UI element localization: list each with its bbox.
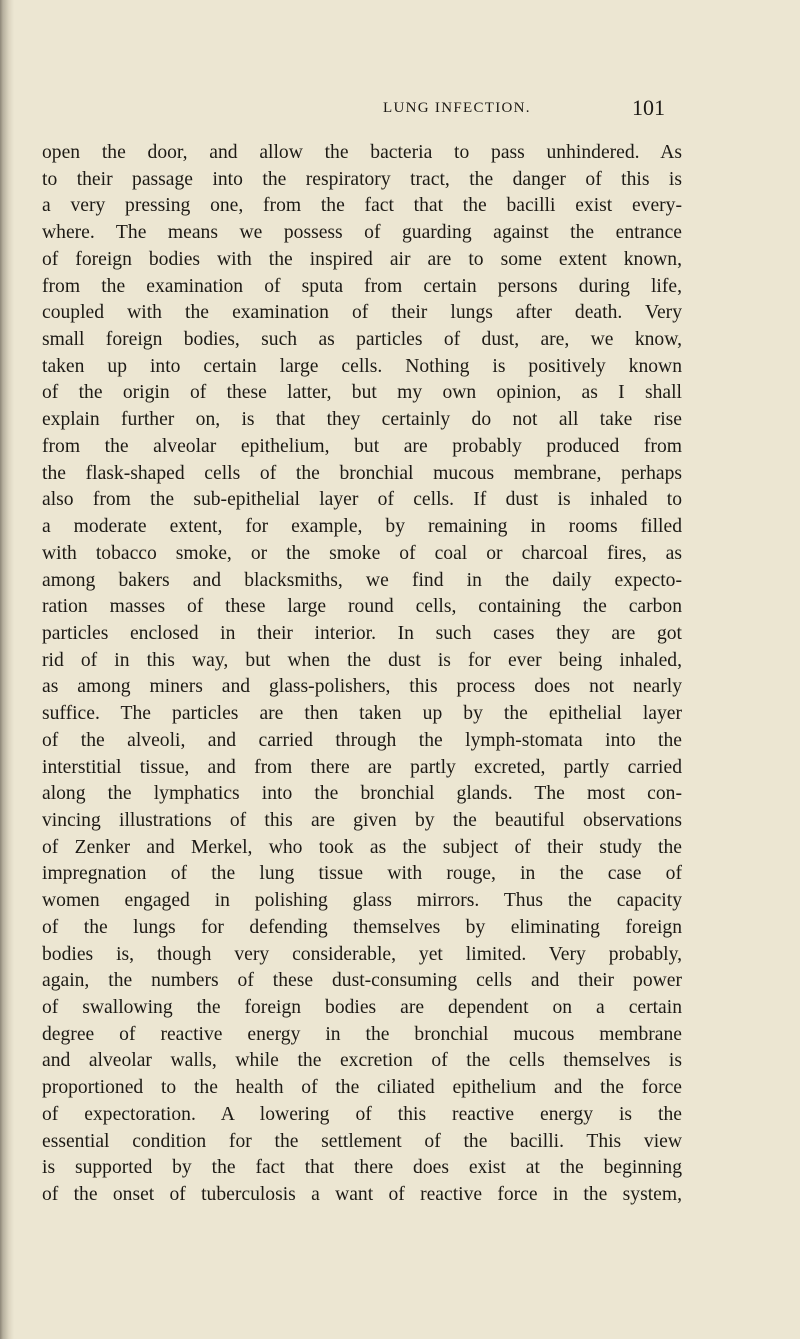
running-title: LUNG INFECTION. [383,100,531,116]
text-line: from the examination of sputa from certain persons during life, [42,275,682,297]
text-line: essential condition for the settlement of the bacilli. This view [42,1130,682,1152]
text-line: coupled with the examination of their lungs after death. Very [42,302,682,324]
text-line: rid of in this way, but when the dust is for ever being inhaled, [42,649,682,671]
text-line: small foreign bodies, such as particles of dust, are, we know, [42,329,682,351]
text-line: explain further on, is that they certainly do not all take rise [42,409,682,431]
text-line: ration masses of these large round cells, containing the carbon [42,596,682,618]
text-line: open the door, and allow the bacteria to pass unhindered. As [42,142,682,163]
text-line: as among miners and glass-polishers, this process does not nearly [42,676,682,698]
text-line: of foreign bodies with the inspired air are to some extent known, [42,248,682,270]
text-line: the flask-shaped cells of the bronchial mucous membrane, perhaps [42,462,682,484]
text-line: of the lungs for defending themselves by eliminating foreign [42,916,682,938]
text-line: among bakers and blacksmiths, we find in the daily expecto- [42,569,682,591]
text-line: of swallowing the foreign bodies are dependent on a certain [42,997,682,1018]
text-line: vincing illustrations of this are given by the beautiful observations [42,809,682,831]
text-line: of Zenker and Merkel, who took as the subject of their study the [42,836,682,858]
page-number: 101 [632,95,665,120]
text-line: proportioned to the health of the ciliated epithelium and the force [42,1077,682,1099]
text-line: of the origin of these latter, but my own opinion, as I shall [42,382,682,404]
text-line: women engaged in polishing glass mirrors. Thus the capacity [42,890,682,912]
text-line: particles enclosed in their interior. In such cases they are got [42,622,682,644]
text-line: of the alveoli, and carried through the lymph-stomata into the [42,729,682,751]
text-line: of expectoration. A lowering of this reactive energy is the [42,1103,682,1125]
text-line: degree of reactive energy in the bronchial mucous membrane [42,1023,682,1045]
text-line: suffice. The particles are then taken up by the epithelial layer [42,703,682,725]
text-line: also from the sub-epithelial layer of cells. If dust is inhaled to [42,489,682,511]
text-line: of the onset of tuberculosis a want of reactive force in the system, [42,1184,682,1206]
text-line: from the alveolar epithelium, but are probably produced from [42,435,682,457]
text-line: and alveolar walls, while the excretion of the cells themselves is [42,1050,682,1072]
text-line: taken up into certain large cells. Nothing is positively known [42,355,682,377]
running-head [0,95,800,121]
body-text [42,140,682,1209]
text-line: again, the numbers of these dust-consuming cells and their power [42,970,682,992]
text-line: bodies is, though very considerable, yet limited. Very probably, [42,943,682,965]
text-line: where. The means we possess of guarding against the entrance [42,222,682,244]
text-line: a very pressing one, from the fact that the bacilli exist every- [42,195,682,217]
text-line: a moderate extent, for example, by remaining in rooms filled [42,516,682,538]
text-line: interstitial tissue, and from there are partly excreted, partly carried [42,756,682,778]
text-line: along the lymphatics into the bronchial glands. The most con- [42,783,682,805]
text-line: impregnation of the lung tissue with rouge, in the case of [42,863,682,885]
text-line: with tobacco smoke, or the smoke of coal or charcoal fires, as [42,542,682,564]
text-line: to their passage into the respiratory tract, the danger of this is [42,168,682,190]
text-line: is supported by the fact that there does exist at the beginning [42,1157,682,1179]
